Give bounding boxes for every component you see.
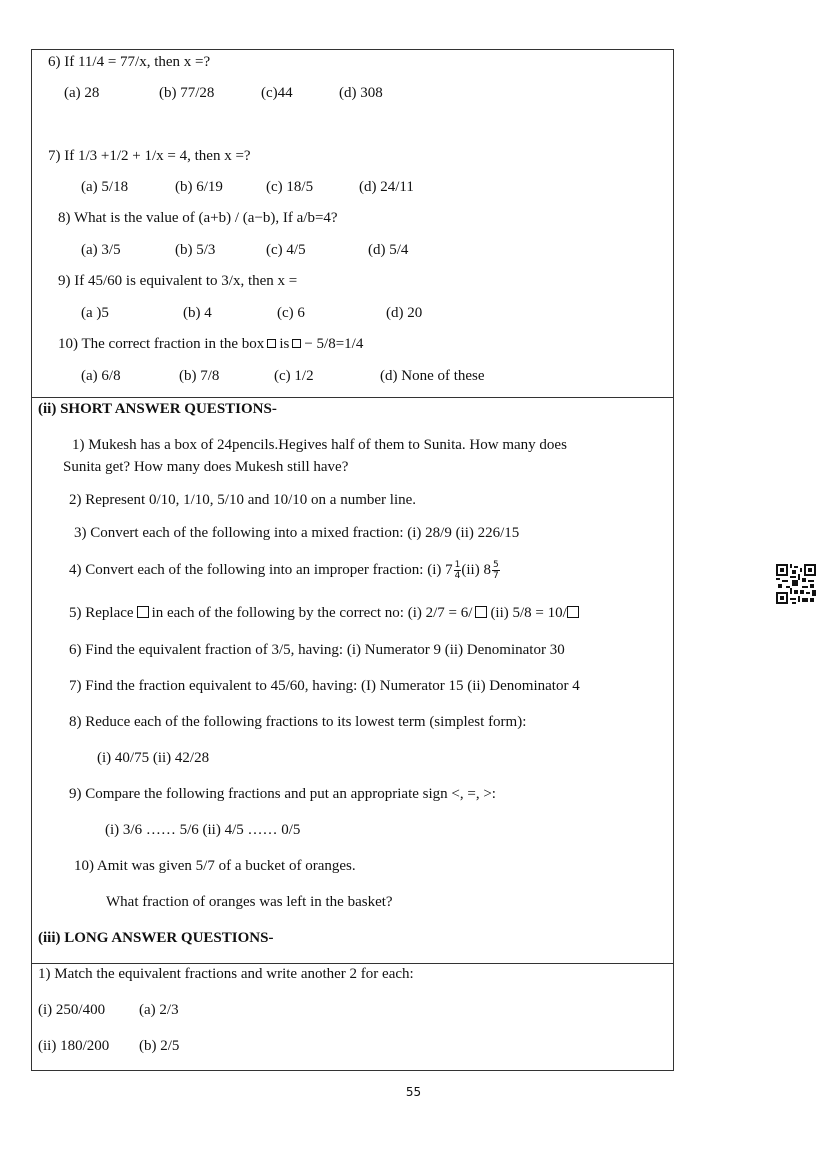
- short-q6: 6) Find the equivalent fraction of 3/5, having: (i) Numerator 9 (ii) Denominator 30: [69, 642, 565, 658]
- mcq-6-option-c: (c)44: [261, 85, 293, 101]
- short-q3: 3) Convert each of the following into a mixed fraction: (i) 28/9 (ii) 226/15: [74, 525, 520, 541]
- short-q8: 8) Reduce each of the following fractions to its lowest term (simplest form):: [69, 714, 527, 730]
- mcq-10-option-c: (c) 1/2: [274, 368, 314, 384]
- mcq-9-option-a: (a )5: [81, 305, 109, 321]
- short-q5: 5) Replace in each of the following by the correct no: (i) 2/7 = 6/ (ii) 5/8 = 10/: [69, 604, 582, 622]
- box-symbol: [475, 606, 487, 618]
- short-q9: 9) Compare the following fractions and put an appropriate sign <, =, >:: [69, 786, 496, 802]
- short-q10-line2: What fraction of oranges was left in the basket?: [106, 894, 393, 910]
- mcq-7-option-b: (b) 6/19: [175, 179, 223, 195]
- fraction-1-4: $\frac{1}{4}$: [454, 560, 461, 581]
- short-q4: 4) Convert each of the following into an improper fraction: (i) 7 $\frac{1}{4}$ (ii) 8 $\frac{5}{7}$: [69, 560, 499, 581]
- match-right-2: (b) 2/5: [139, 1038, 180, 1054]
- match-right-1: (a) 2/3: [139, 1002, 179, 1018]
- box-symbol: [292, 339, 301, 348]
- section-divider: [32, 397, 673, 398]
- box-symbol: [567, 606, 579, 618]
- worksheet-frame: [31, 49, 674, 1071]
- short-q2: 2) Represent 0/10, 1/10, 5/10 and 10/10 on a number line.: [69, 492, 417, 508]
- mcq-10-option-d: (d) None of these: [380, 368, 485, 384]
- mcq-question-10: 10) The correct fraction in the box is − 5/8=1/4: [58, 336, 364, 352]
- mcq-9-option-d: (d) 20: [386, 305, 423, 321]
- qr-code-icon[interactable]: [776, 564, 816, 604]
- mcq-8-option-c: (c) 4/5: [266, 242, 306, 258]
- mcq-9-option-c: (c) 6: [277, 305, 305, 321]
- mcq-7-option-a: (a) 5/18: [81, 179, 129, 195]
- section-divider: [32, 963, 673, 964]
- mcq-question-6: 6) If 11/4 = 77/x, then x =?: [48, 54, 211, 70]
- mcq-8-option-a: (a) 3/5: [81, 242, 121, 258]
- page-number: 55: [405, 1085, 422, 1099]
- mcq-8-option-d: (d) 5/4: [368, 242, 409, 258]
- mcq-9-option-b: (b) 4: [183, 305, 212, 321]
- mcq-6-option-b: (b) 77/28: [159, 85, 215, 101]
- mcq-6-option-d: (d) 308: [339, 85, 383, 101]
- match-left-2: (ii) 180/200: [38, 1038, 110, 1054]
- mcq-7-option-c: (c) 18/5: [266, 179, 314, 195]
- box-symbol: [137, 606, 149, 618]
- short-q1-line2: Sunita get? How many does Mukesh still have?: [63, 459, 349, 475]
- mcq-6-option-a: (a) 28: [64, 85, 100, 101]
- mcq-question-7: 7) If 1/3 +1/2 + 1/x = 4, then x =?: [48, 148, 251, 164]
- long-answer-heading: (iii) LONG ANSWER QUESTIONS-: [38, 930, 274, 946]
- match-left-1: (i) 250/400: [38, 1002, 106, 1018]
- mcq-8-option-b: (b) 5/3: [175, 242, 216, 258]
- fraction-5-7: $\frac{5}{7}$: [492, 560, 499, 581]
- mcq-question-8: 8) What is the value of (a+b) / (a−b), If a/b=4?: [58, 210, 338, 226]
- mcq-7-option-d: (d) 24/11: [359, 179, 414, 195]
- box-symbol: [267, 339, 276, 348]
- short-q1-line1: 1) Mukesh has a box of 24pencils.Hegives half of them to Sunita. How many does: [72, 437, 567, 453]
- mcq-10-option-a: (a) 6/8: [81, 368, 121, 384]
- short-q7: 7) Find the fraction equivalent to 45/60, having: (I) Numerator 15 (ii) Denominator 4: [69, 678, 580, 694]
- short-answer-heading: (ii) SHORT ANSWER QUESTIONS-: [38, 401, 277, 417]
- short-q9-parts: (i) 3/6 …… 5/6 (ii) 4/5 …… 0/5: [105, 822, 301, 838]
- short-q10-line1: 10) Amit was given 5/7 of a bucket of oranges.: [74, 858, 356, 874]
- long-q1: 1) Match the equivalent fractions and write another 2 for each:: [38, 966, 414, 982]
- short-q8-parts: (i) 40/75 (ii) 42/28: [97, 750, 210, 766]
- mcq-10-option-b: (b) 7/8: [179, 368, 220, 384]
- mcq-question-9: 9) If 45/60 is equivalent to 3/x, then x =: [58, 273, 298, 289]
